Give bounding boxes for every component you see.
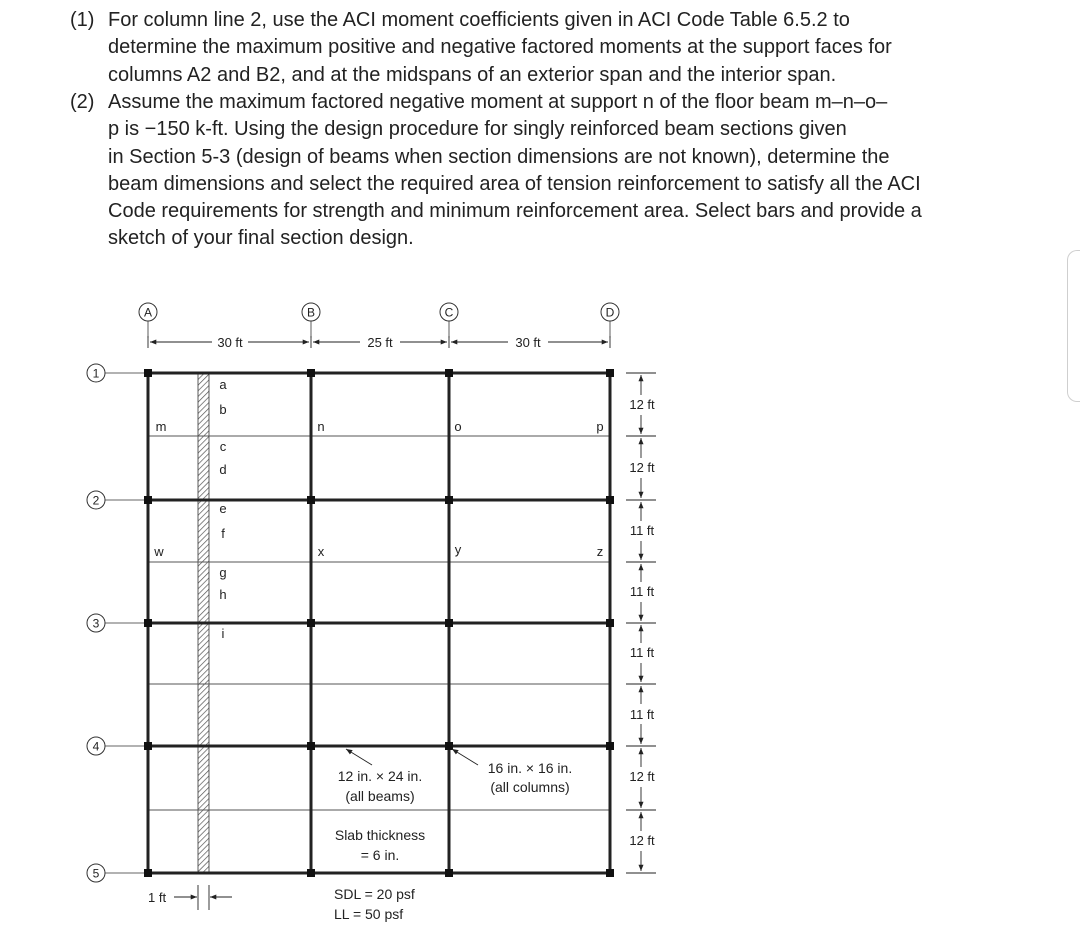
- strip-letter-e: e: [219, 501, 227, 516]
- problem-2-number: (2): [70, 91, 95, 113]
- beam-label-p: p: [596, 419, 604, 434]
- row-bubble-1: [87, 364, 148, 382]
- row-spacing-5: 11 ft: [629, 645, 655, 660]
- beam-label-n: n: [317, 419, 325, 434]
- slab-note-line-2: = 6 in.: [360, 847, 400, 863]
- column-label-c: C: [444, 305, 454, 320]
- row-bubble-3: [87, 614, 148, 632]
- problem-2-line-6: sketch of your final section design.: [108, 227, 414, 250]
- column-note-line-1: 16 in. × 16 in.: [487, 760, 573, 776]
- column-label-b: B: [306, 305, 316, 320]
- strip-width-label: 1 ft: [148, 890, 167, 905]
- problem-1-number: (1): [70, 9, 95, 31]
- row-label-5: 5: [92, 866, 100, 881]
- beam-label-z: z: [596, 544, 604, 559]
- column-label-a: A: [143, 305, 153, 320]
- beam-label-w: w: [154, 544, 164, 559]
- load-note-line-2: LL = 50 psf: [334, 906, 404, 922]
- column-line-bubbles: [139, 303, 619, 338]
- row-label-1: 1: [92, 366, 100, 381]
- row-label-4: 4: [92, 739, 100, 754]
- strip-width-dimension: [148, 885, 232, 910]
- load-note-line-1: SDL = 20 psf: [334, 886, 415, 902]
- row-spacing-1: 12 ft: [629, 397, 655, 412]
- row-spacing-2: 12 ft: [629, 460, 655, 475]
- problem-1-line-1: For column line 2, use the ACI moment coefficients given in ACI Code Table 6.5.2 to: [108, 9, 850, 31]
- row-spacing-labels: [629, 397, 655, 848]
- strip-letter-h: h: [219, 587, 227, 602]
- row-bubble-5: [87, 864, 148, 882]
- column-bubble-a: [139, 303, 157, 338]
- row-spacing-dimensions: [626, 373, 656, 873]
- span-label-cd: 30 ft: [515, 335, 541, 350]
- problem-2-line-2: p is −150 k-ft. Using the design procedure for singly reinforced beam sections given: [108, 118, 847, 141]
- column-bubble-d: [601, 303, 619, 338]
- slab-note-line-1: Slab thickness: [334, 827, 426, 843]
- beam-label-x: x: [317, 544, 325, 559]
- row-spacing-8: 12 ft: [629, 833, 655, 848]
- row-spacing-7: 12 ft: [629, 769, 655, 784]
- problem-1-line-2: determine the maximum positive and negative factored moments at the support faces for: [108, 36, 892, 59]
- strip-letter-g: g: [219, 565, 227, 580]
- strip-letter-a: a: [219, 377, 227, 392]
- problem-2-line-5: Code requirements for strength and minimum reinforcement area. Select bars and provide a: [108, 200, 922, 223]
- row-spacing-4: 11 ft: [629, 584, 655, 599]
- beam-label-o: o: [454, 419, 462, 434]
- problem-2-line-3: in Section 5-3 (design of beams when section dimensions are not known), determine the: [108, 145, 890, 168]
- note-leaders: [346, 749, 478, 765]
- strip-letter-c: c: [219, 439, 227, 454]
- row-line-bubbles: [87, 364, 148, 882]
- row-label-2: 2: [92, 493, 100, 508]
- problem-1-line-3: columns A2 and B2, and at the midspans of an exterior span and the interior span.: [108, 63, 837, 86]
- strip-letter-d: d: [219, 462, 227, 477]
- beam-label-y: y: [454, 542, 462, 557]
- problem-2-line-1: Assume the maximum factored negative moment at support n of the floor beam m–n–o–: [108, 91, 888, 113]
- column-note-line-2: (all columns): [490, 779, 570, 795]
- row-spacing-6: 11 ft: [629, 707, 655, 722]
- strip-letter-b: b: [219, 402, 227, 417]
- plan-notes: [334, 760, 572, 922]
- span-label-ab: 30 ft: [217, 335, 243, 350]
- column-label-d: D: [605, 305, 615, 320]
- beam-label-m: m: [155, 419, 167, 434]
- column-bubble-c: [440, 303, 458, 338]
- row-bubble-4: [87, 737, 148, 755]
- row-bubble-2: [87, 491, 148, 509]
- beam-note-line-1: 12 in. × 24 in.: [337, 768, 423, 784]
- problem-2-line-4: beam dimensions and select the required area of tension reinforcement to satisfy all the ACI: [108, 172, 921, 195]
- strip-letters: [219, 377, 227, 641]
- strip-letter-f: f: [221, 526, 225, 541]
- row-spacing-3: 11 ft: [629, 523, 655, 538]
- column-bubble-b: [302, 303, 320, 338]
- beam-note-line-2: (all beams): [345, 788, 415, 804]
- span-label-bc: 25 ft: [367, 335, 393, 350]
- strip-letter-i: i: [221, 626, 225, 641]
- row-label-3: 3: [92, 616, 100, 631]
